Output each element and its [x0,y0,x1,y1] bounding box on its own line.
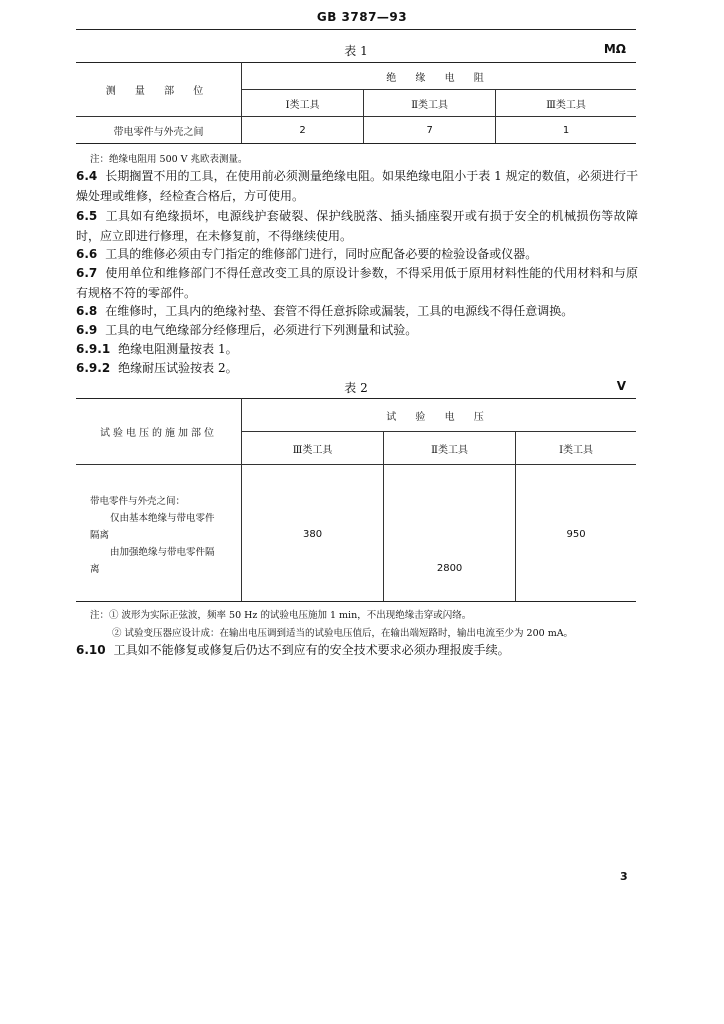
row-label-line: 由加强绝缘与带电零件隔 [110,547,215,558]
table1-row-header: 测 量 部 位 [76,63,242,117]
row-label-line: 离 [90,564,100,575]
clause-6-9-1 [76,339,638,359]
clause-number: 6.5 [76,209,98,223]
table2-note-1: 注：① 波形为实际正弦波，频率 50 Hz 的试验电压施加 1 min，不出现绝缘击穿或闪络。 [90,610,472,621]
table2-caption [76,379,636,395]
table-row [76,117,636,144]
table2-unit: V [616,379,626,393]
row-label-line: 隔离 [90,530,110,541]
table1-cell: 7 [364,117,496,144]
clause-text: 工具如不能修复或修复后仍达不到应有的安全技术要求必须办理报废手续。 [113,643,510,657]
clause-6-7 [76,263,638,303]
page-header: GB 3787—93 [316,10,408,24]
clause-text: 长期搁置不用的工具，在使用前必须测量绝缘电阻。如果绝缘电阻小于表 1 规定的数值，必须进行干燥处理或维修，经检查合格后，方可使用。 [76,169,638,203]
clause-number: 6.6 [76,247,98,261]
table1-col-class2: Ⅱ类工具 [364,90,496,117]
clause-6-5 [76,206,638,246]
clause-text: 使用单位和维修部门不得任意改变工具的原设计参数，不得采用低于原用材料性能的代用材料和与原有规格不符的零部件。 [76,266,638,300]
table2-cell-class2: 2800 [384,465,516,602]
header-rule [76,29,636,30]
table1-title: 表 1 [344,44,368,58]
clause-number: 6.9.2 [76,361,111,375]
table2-col-class3: Ⅲ类工具 [242,432,384,465]
table1-caption [76,42,636,58]
table1 [76,62,636,144]
row-label-line: 仅由基本绝缘与带电零件 [110,513,215,524]
clause-6-4 [76,166,638,206]
table2-col-class2: Ⅱ类工具 [384,432,516,465]
table1-cell: 2 [242,117,364,144]
table2-title: 表 2 [344,381,368,395]
table2-group-header: 试 验 电 压 [242,399,637,432]
clause-text: 绝缘耐压试验按表 2。 [118,361,238,375]
clause-6-9 [76,320,638,340]
table1-col-class1: Ⅰ类工具 [242,90,364,117]
clause-number: 6.9 [76,323,98,337]
table2-col-class1: Ⅰ类工具 [516,432,636,465]
table1-cell: 1 [496,117,636,144]
table2-note-2: ② 试验变压器应设计成：在输出电压调到适当的试验电压值后，在输出端短路时，输出电流至少为 200 mA。 [112,628,574,639]
clause-6-8 [76,301,638,321]
table1-unit: MΩ [603,42,626,56]
table1-group-header: 绝 缘 电 阻 [242,63,637,90]
clause-6-10 [76,640,638,660]
clause-number: 6.7 [76,266,98,280]
clause-6-9-2 [76,358,638,378]
page-number: 3 [620,870,628,883]
table1-row-label: 带电零件与外壳之间 [76,117,242,144]
clause-text: 在维修时，工具内的绝缘衬垫、套管不得任意拆除或漏装，工具的电源线不得任意调换。 [105,304,574,318]
table2 [76,398,636,602]
clause-6-6 [76,244,638,264]
clause-number: 6.4 [76,169,98,183]
table-row [76,465,636,602]
clause-number: 6.9.1 [76,342,111,356]
clause-number: 6.10 [76,643,106,657]
clause-text: 绝缘电阻测量按表 1。 [118,342,238,356]
table2-cell-class3: 380 [242,465,384,602]
clause-text: 工具的电气绝缘部分经修理后，必须进行下列测量和试验。 [105,323,418,337]
table2-row-header: 试验电压的施加部位 [76,399,242,465]
row-label-line: 带电零件与外壳之间： [90,496,186,507]
table1-col-class3: Ⅲ类工具 [496,90,636,117]
table2-cell-class1: 950 [516,465,636,602]
clause-text: 工具如有绝缘损坏，电源线护套破裂、保护线脱落、插头插座裂开或有损于安全的机械损伤等故障时，应立即进行修理，在未修复前，不得继续使用。 [76,209,638,243]
table1-note: 注：绝缘电阻用 500 V 兆欧表测量。 [90,154,248,165]
table2-row-label [76,465,242,602]
clause-text: 工具的维修必须由专门指定的维修部门进行，同时应配备必要的检验设备或仪器。 [105,247,538,261]
clause-number: 6.8 [76,304,98,318]
